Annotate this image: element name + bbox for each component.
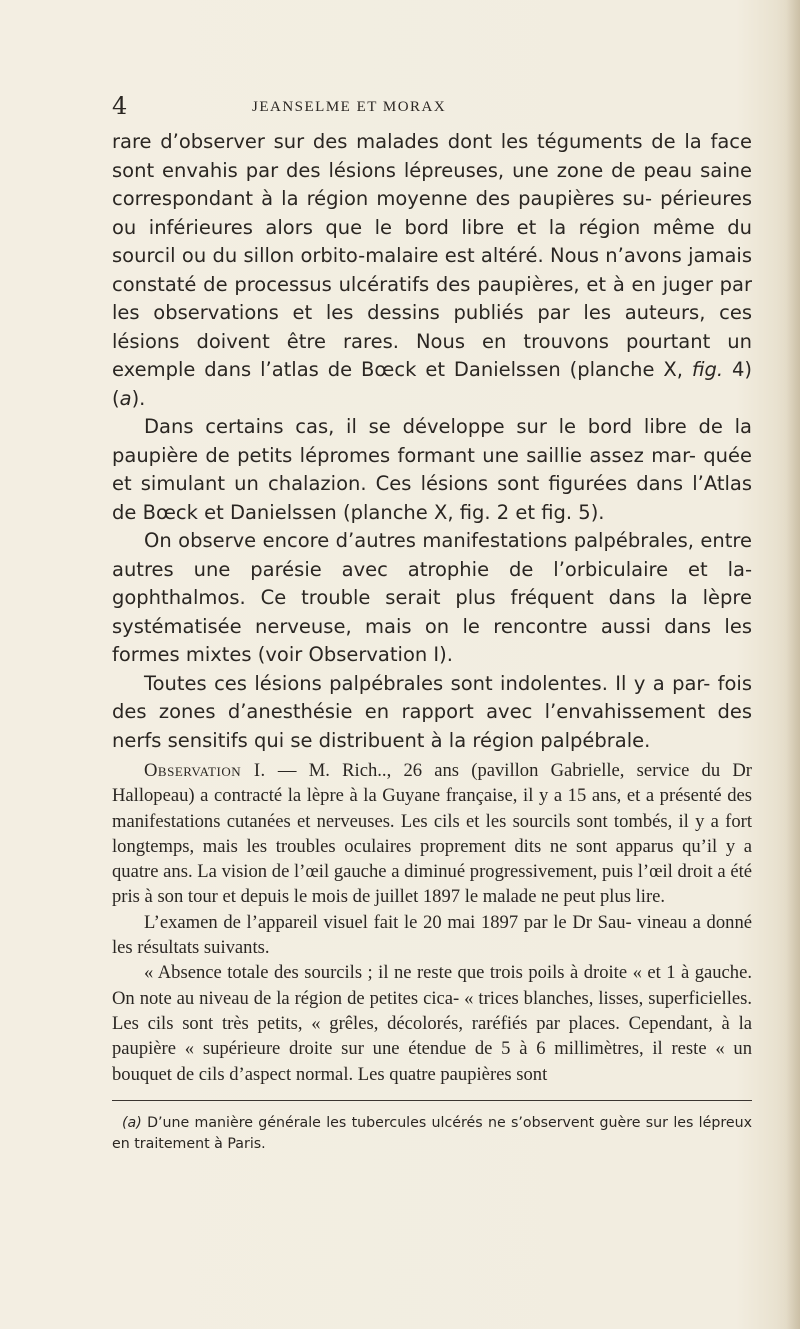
footnote-ref: a	[119, 386, 132, 410]
observation-paragraph-3	[112, 960, 752, 1086]
footnote-divider	[112, 1100, 752, 1101]
observation-paragraph-2	[112, 910, 752, 961]
page-header	[112, 94, 742, 118]
observation-text: — M. Rich.., 26 ans (pavillon Gabrielle, service du Dr Hallopeau) a contracté la lèpre à la Guyane française, il y a 15 ans, et a présenté des manifestations cutanées et nerveuses. Les cils et les sourcils sont tombés, il y a fort longtemps, mais les troubles oculaires proprement dits ne sont apparus qu’il y a quatre ans. La vision de l’œil gauche a diminué progressivement, puis l’œil droit a été pris à son tour et depuis le mois de juillet 1897 le malade ne peut plus lire.	[112, 760, 752, 908]
observation-label: Observation I.	[144, 760, 266, 781]
text-run: rare d’observer sur des malades dont les téguments de la face sont envahis par des lésions lépreuses, une zone de peau saine correspondant à la région moyenne des paupières su- périeures ou inférieures alors que le bord libre et la région même du sourcil ou du sillon orbito-malaire est altéré. Nous n’avons jamais constaté de processus ulcératifs des paupières, et à en juger par les observations et les dessins publiés par les auteurs, ces lésions doivent être rares. Nous en trouvons pourtant un exemple dans l’atlas de Bœck et Danielssen (planche X,	[112, 130, 752, 381]
paragraph-2	[112, 413, 752, 527]
running-head: JEANSELME ET MORAX	[252, 99, 447, 115]
text-run: Toutes ces lésions palpébrales sont indolentes. Il y a par- fois des zones d’anesthésie en rapport avec l’envahissement des nerfs sensitifs qui se distribuent à la région palpébrale.	[112, 671, 752, 752]
footnote-text: D’une manière générale les tubercules ulcérés ne s’observent guère sur les lépreux en traitement à Paris.	[112, 1115, 752, 1152]
observation-paragraph-1	[112, 758, 752, 910]
observation-section	[112, 758, 752, 1087]
observation-text: « Absence totale des sourcils ; il ne reste que trois poils à droite « et 1 à gauche. On note au niveau de la région de petites cica- « trices blanches, lisses, superficielles. Les cils sont très petits, « grêles, décolorés, raréfiés par places. Cependant, à la paupière « supérieure droite sur une étendue de 5 à 6 millimètres, il reste « un bouquet de cils d’aspect normal. Les quatre paupières sont	[112, 962, 752, 1085]
paragraph-3	[112, 527, 752, 670]
text-run: Dans certains cas, il se développe sur le bord libre de la paupière de petits lépromes formant une saillie assez mar- quée et simulant un chalazion. Ces lésions sont figurées dans l’Atlas de Bœck et Danielssen (planche X, fig. 2 et fig. 5).	[112, 415, 752, 524]
text-run: ).	[131, 386, 146, 410]
observation-text: L’examen de l’appareil visuel fait le 20 mai 1897 par le Dr Sau- vineau a donné les résultats suivants.	[112, 911, 752, 959]
italic-run: fig.	[691, 358, 724, 381]
main-text	[112, 128, 752, 755]
paragraph-1	[112, 128, 752, 413]
footnote	[112, 1113, 752, 1155]
paragraph-4	[112, 670, 752, 756]
text-run: 4) (	[112, 358, 752, 410]
page-number: 4	[112, 92, 128, 120]
footnote-marker: (a)	[122, 1115, 142, 1131]
text-run: On observe encore d’autres manifestations palpébrales, entre autres une parésie avec atrophie de l’orbiculaire et la- gophthalmos. Ce trouble serait plus fréquent dans la lèpre systématisée nerveuse, mais on le rencontre aussi dans les formes mixtes (voir Observation I).	[112, 529, 752, 666]
page-edge-shadow	[786, 0, 800, 1329]
